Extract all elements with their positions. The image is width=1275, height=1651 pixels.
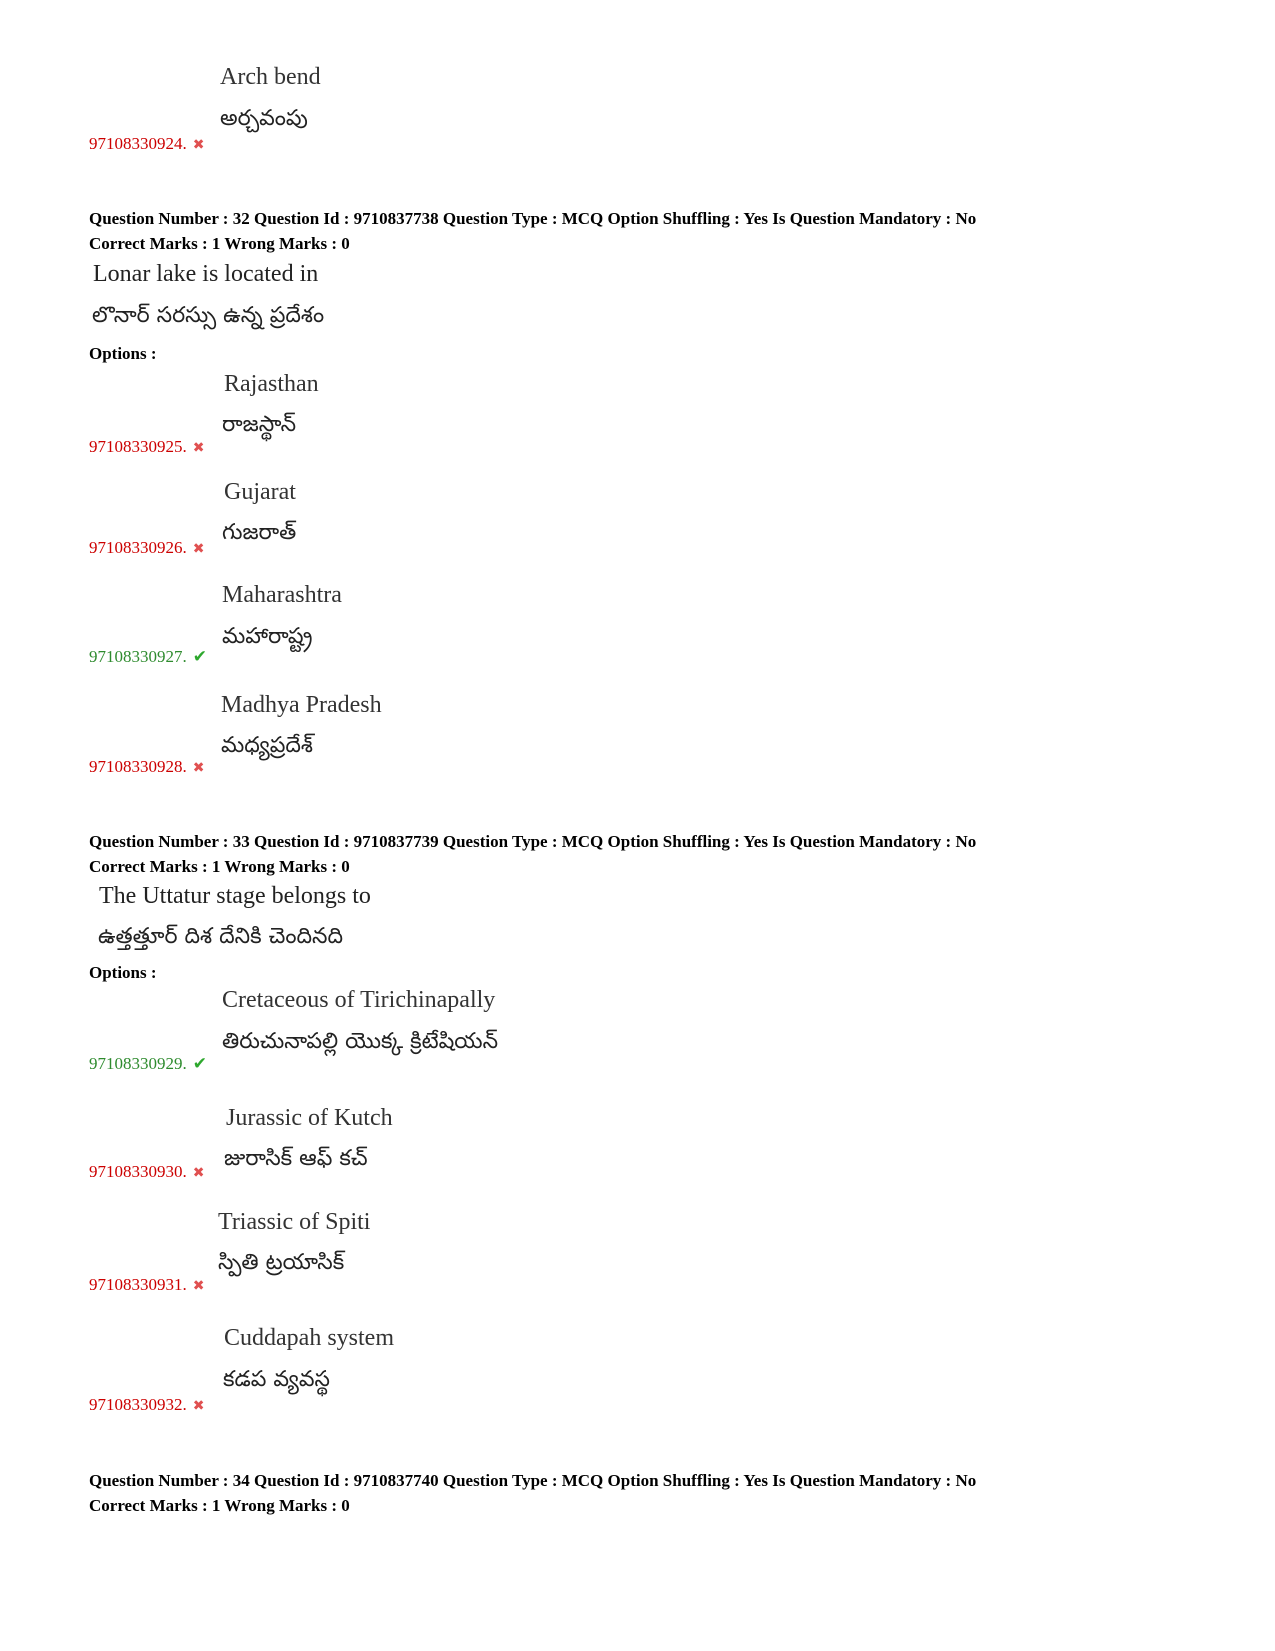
option-text-te: గుజరాత్ [222, 520, 297, 545]
wrong-mark-icon: ✖ [192, 137, 205, 153]
option-text-en: Rajasthan [224, 371, 319, 397]
question-marks-line: Correct Marks : 1 Wrong Marks : 0 [89, 234, 350, 253]
option-text-en: Jurassic of Kutch [226, 1105, 393, 1131]
question-text-en: The Uttatur stage belongs to [99, 883, 371, 909]
question-meta-line: Question Number : 33 Question Id : 9710837739 Question Type : MCQ Option Shuffling : Yes Is Question Mandatory : No [89, 832, 977, 851]
wrong-mark-icon: ✖ [192, 1278, 205, 1294]
correct-check-icon: ✔ [192, 1054, 207, 1074]
question-text-te: లొనార్ సరస్సు ఉన్న ప్రదేశం [92, 303, 325, 328]
option-id [89, 647, 207, 667]
wrong-mark-icon: ✖ [192, 1165, 205, 1181]
option-text-en: Triassic of Spiti [218, 1209, 371, 1235]
option-id [89, 757, 204, 777]
option-text-te: రాజస్థాన్ [222, 412, 297, 437]
option-text-te: స్పితి ట్రయాసిక్ [218, 1250, 345, 1275]
option-id-label: 97108330926. [89, 538, 187, 557]
wrong-mark-icon: ✖ [192, 440, 205, 456]
wrong-mark-icon: ✖ [192, 541, 205, 557]
option-text-en: Gujarat [224, 479, 296, 505]
option-id-label: 97108330927. [89, 647, 187, 666]
option-id-label: 97108330929. [89, 1054, 187, 1073]
option-id [89, 1162, 204, 1182]
option-text-te: మహారాష్ట్ర [222, 624, 313, 649]
option-id [89, 134, 204, 154]
option-text-te: అర్చవంపు [220, 106, 308, 131]
question-header [89, 1468, 976, 1518]
question-text-en: Lonar lake is located in [93, 261, 319, 287]
option-id [89, 538, 204, 558]
option-text-en: Maharashtra [222, 582, 342, 608]
option-id [89, 1395, 204, 1415]
question-marks-line: Correct Marks : 1 Wrong Marks : 0 [89, 857, 350, 876]
option-text-en: Madhya Pradesh [221, 692, 382, 718]
option-id-label: 97108330925. [89, 437, 187, 456]
option-id-label: 97108330928. [89, 757, 187, 776]
option-id-label: 97108330931. [89, 1275, 187, 1294]
question-marks-line: Correct Marks : 1 Wrong Marks : 0 [89, 1496, 350, 1515]
option-text-te: కడప వ్యవస్థ [223, 1367, 330, 1392]
option-id [89, 1275, 204, 1295]
option-text-te: జురాసిక్ ఆఫ్ కచ్ [224, 1146, 368, 1171]
wrong-mark-icon: ✖ [192, 760, 205, 776]
option-text-en: Cuddapah system [224, 1325, 394, 1351]
option-text-en: Arch bend [220, 64, 321, 90]
option-id-label: 97108330930. [89, 1162, 187, 1181]
question-meta-line: Question Number : 32 Question Id : 9710837738 Question Type : MCQ Option Shuffling : Yes Is Question Mandatory : No [89, 209, 977, 228]
question-meta-line: Question Number : 34 Question Id : 9710837740 Question Type : MCQ Option Shuffling : Yes Is Question Mandatory : No [89, 1471, 977, 1490]
question-header [89, 206, 976, 256]
option-text-en: Cretaceous of Tirichinapally [222, 987, 496, 1013]
wrong-mark-icon: ✖ [192, 1398, 205, 1414]
question-text-te: ఉత్తత్తూర్ దిశ దేనికి చెందినది [98, 924, 343, 949]
options-label: Options : [89, 344, 157, 363]
correct-check-icon: ✔ [192, 647, 207, 667]
options-label: Options : [89, 963, 157, 982]
option-id-label: 97108330932. [89, 1395, 187, 1414]
option-id-label: 97108330924. [89, 134, 187, 153]
option-text-te: తిరుచునాపల్లి యొక్క క్రిటేషియన్ [222, 1029, 499, 1054]
option-text-te: మధ్యప్రదేశ్ [221, 733, 314, 758]
option-id [89, 1054, 207, 1074]
option-id [89, 437, 204, 457]
question-header [89, 829, 976, 879]
